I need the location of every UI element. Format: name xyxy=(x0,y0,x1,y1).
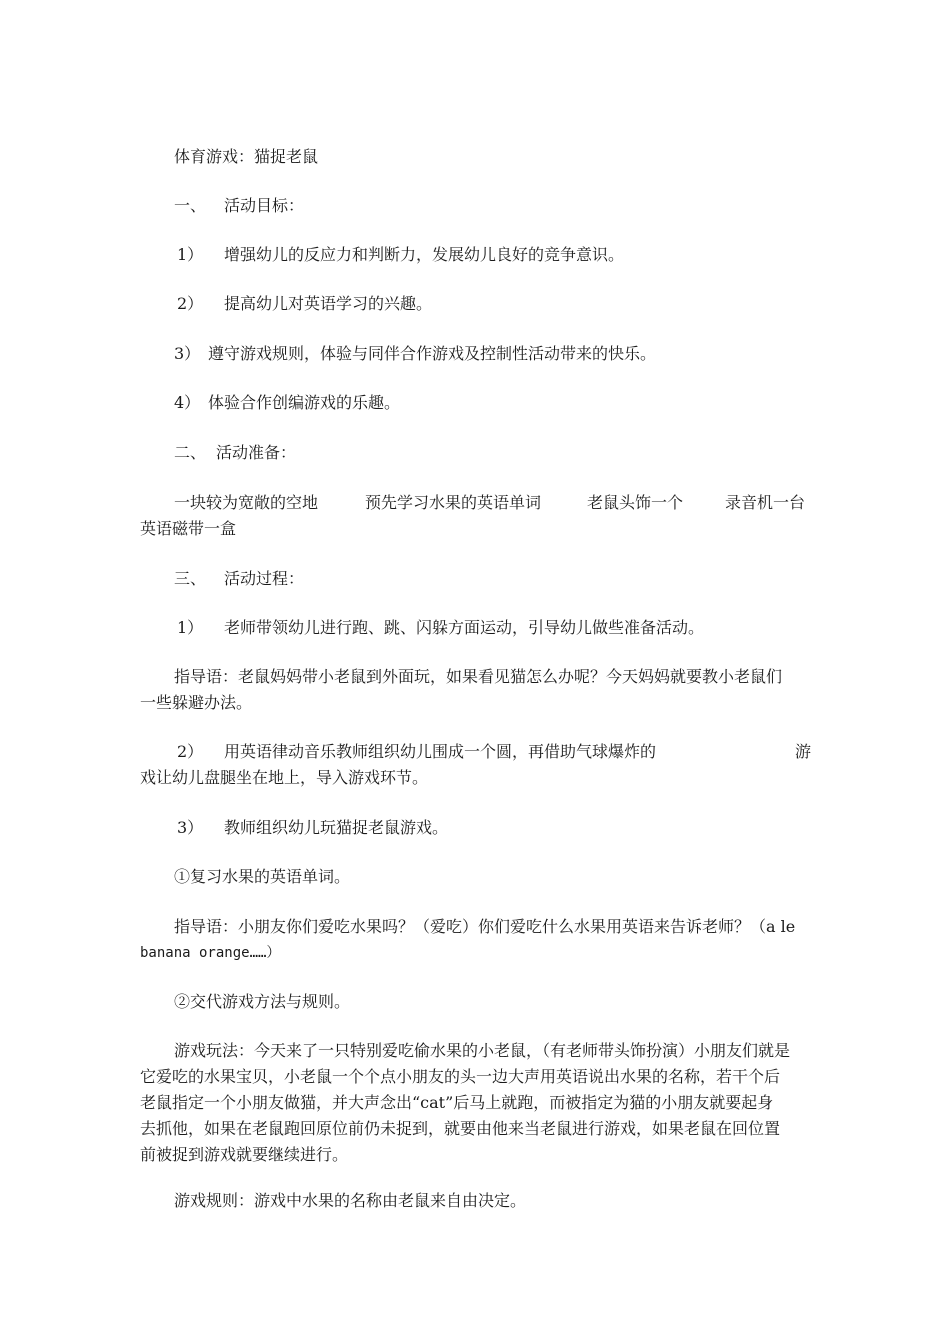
list-item xyxy=(140,739,812,791)
section-heading-process xyxy=(140,566,812,592)
list-item-text: 体验合作创编游戏的乐趣。 xyxy=(208,393,401,412)
section-number: 二、 xyxy=(174,443,207,462)
list-item-text: 提高幼儿对英语学习的兴趣。 xyxy=(224,294,433,313)
list-item xyxy=(140,815,812,841)
text-line: 前被捉到游戏就要继续进行。 xyxy=(140,1145,349,1164)
text-line: 去抓他，如果在老鼠跑回原位前仍未捉到，就要由他来当老鼠进行游戏，如果老鼠在回位置 xyxy=(140,1119,781,1138)
section-heading-objectives xyxy=(140,193,812,219)
text-line: 它爱吃的水果宝贝，小老鼠一个个点小朋友的头一边大声用英语说出水果的名称，若干个后 xyxy=(140,1067,781,1086)
section-heading-preparation xyxy=(140,440,812,466)
text-line: 老鼠指定一个小朋友做猫，并大声念出“cat”后马上就跑，而被指定为猫的小朋友就要起身 xyxy=(140,1093,774,1112)
list-item xyxy=(140,615,812,641)
list-item-text: 教师组织幼儿玩猫捉老鼠游戏。 xyxy=(224,818,449,837)
list-number: 3） xyxy=(177,818,204,837)
list-number: 3） xyxy=(174,344,201,363)
prep-item: 录音机一台 xyxy=(725,493,806,512)
list-item xyxy=(140,242,812,268)
list-number: 2） xyxy=(177,742,204,761)
list-item xyxy=(140,291,812,317)
list-item xyxy=(140,341,812,367)
list-number: 2） xyxy=(177,294,204,313)
document-title: 体育游戏：猫捉老鼠 xyxy=(174,147,319,166)
section-number: 一、 xyxy=(174,196,207,215)
list-item-text: 老师带领幼儿进行跑、跳、闪躲方面运动，引导幼儿做些准备活动。 xyxy=(224,618,705,637)
prep-item: 英语磁带一盒 xyxy=(140,519,237,538)
list-number: 1） xyxy=(177,618,204,637)
section-heading-text: 活动过程： xyxy=(224,569,305,588)
text-line: 指导语：老鼠妈妈带小老鼠到外面玩，如果看见猫怎么办呢？今天妈妈就要教小老鼠们 xyxy=(174,667,783,686)
text-line: 戏让幼儿盘腿坐在地上，导入游戏环节。 xyxy=(140,768,429,787)
preparation-list xyxy=(140,490,812,542)
guide-paragraph xyxy=(140,914,812,966)
prep-item: 一块较为宽敞的空地 xyxy=(174,493,319,512)
section-number: 三、 xyxy=(174,569,207,588)
list-item-text: 增强幼儿的反应力和判断力，发展幼儿良好的竞争意识。 xyxy=(224,245,625,264)
prep-item: 预先学习水果的英语单词 xyxy=(365,493,542,512)
text-line: banana orange……） xyxy=(140,945,281,961)
rule-paragraph: 游戏规则：游戏中水果的名称由老鼠来自由决定。 xyxy=(174,1191,527,1210)
text-line: 一些躲避办法。 xyxy=(140,693,253,712)
section-heading-text: 活动目标： xyxy=(224,196,305,215)
text-line: 游戏玩法：今天来了一只特别爱吃偷水果的小老鼠，（有老师带头饰扮演）小朋友们就是 xyxy=(174,1041,791,1060)
prep-item: 老鼠头饰一个 xyxy=(587,493,684,512)
list-item-text: 遵守游戏规则，体验与同伴合作游戏及控制性活动带来的快乐。 xyxy=(208,344,657,363)
step-heading: ②交代游戏方法与规则。 xyxy=(174,992,351,1011)
play-method-paragraph xyxy=(140,1038,812,1168)
text-line: 游 xyxy=(795,742,812,761)
text-line: 指导语：小朋友你们爱吃水果吗？（爱吃）你们爱吃什么水果用英语来告诉老师？（a le xyxy=(174,917,796,936)
text-line: 用英语律动音乐教师组织幼儿围成一个圆，再借助气球爆炸的 xyxy=(224,742,657,761)
guide-paragraph xyxy=(140,664,812,716)
section-heading-text: 活动准备： xyxy=(216,443,297,462)
list-item xyxy=(140,390,812,416)
step-heading: ①复习水果的英语单词。 xyxy=(174,867,351,886)
list-number: 4） xyxy=(174,393,201,412)
list-number: 1） xyxy=(177,245,204,264)
